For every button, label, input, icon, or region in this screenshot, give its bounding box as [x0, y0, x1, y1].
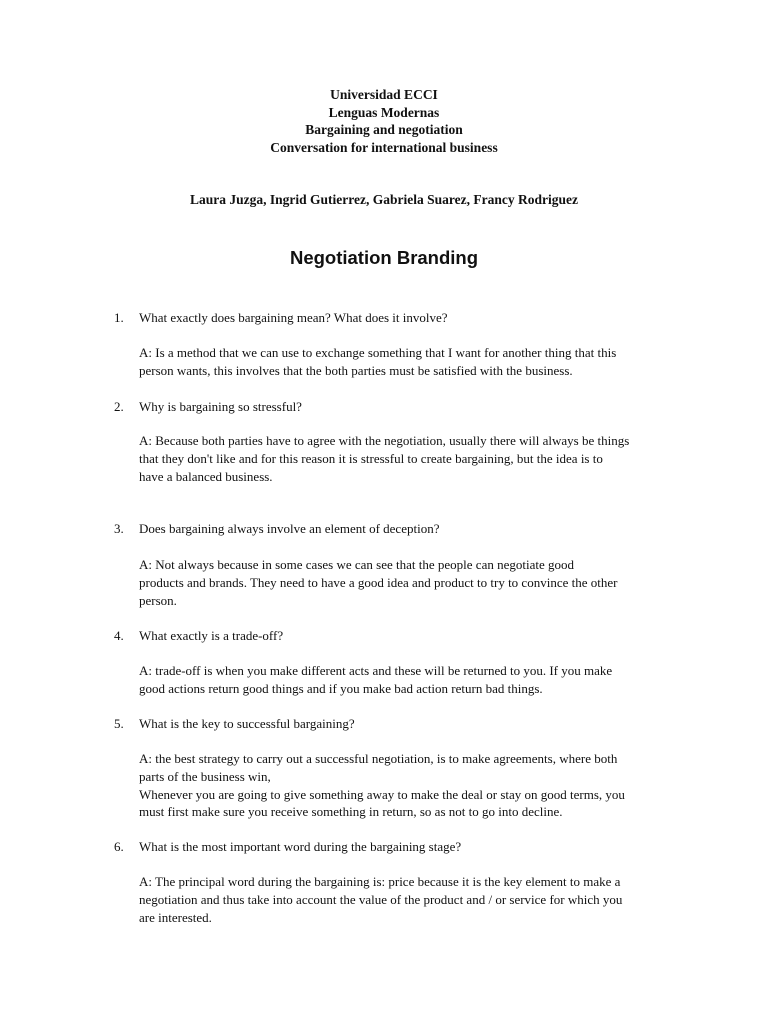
- answer-text: A: Is a method that we can use to exchange something that I want for another thing that this person wants, this involves that the both parties must be satisfied with the business.: [139, 345, 617, 378]
- answer-text: A: Because both parties have to agree with the negotiation, usually there will always be things that they don't like and for this reason it is stressful to create bargaining, but the idea is to have a balanced business.: [139, 433, 630, 484]
- department-name: Lenguas Modernas: [328, 104, 440, 120]
- question-number: 2.: [114, 399, 124, 414]
- question-text: What is the key to successful bargaining?: [139, 716, 355, 731]
- question-text: Does bargaining always involve an element of deception?: [139, 521, 440, 536]
- university-name: Universidad ECCI: [330, 87, 438, 102]
- question-number: 1.: [114, 310, 124, 325]
- question-number: 5.: [114, 716, 124, 731]
- document-title: Negotiation Branding: [289, 247, 479, 268]
- answer-text: A: The principal word during the bargaining is: price because it is the key element to make a negotiation and thus take into account the value of the product and / or service for which you are interested.: [139, 874, 623, 925]
- question-text: What exactly does bargaining mean? What does it involve?: [139, 310, 448, 325]
- course-name: Bargaining and negotiation: [305, 122, 463, 137]
- authors-line: Laura Juzga, Ingrid Gutierrez, Gabriela Suarez, Francy Rodriguez: [190, 192, 578, 207]
- answer-text: A: the best strategy to carry out a successful negotiation, is to make agreements, where both parts of the business win, Whenever you are going to give something away to make the deal or stay on good terms, you must first make sure you receive something in return, so as not to go into decline.: [139, 751, 625, 820]
- question-number: 3.: [114, 521, 124, 536]
- answer-text: A: Not always because in some cases we can see that the people can negotiate good products and brands. They need to have a good idea and product to try to convince the other person.: [139, 557, 618, 608]
- question-number: 4.: [114, 628, 124, 643]
- question-text: What is the most important word during the bargaining stage?: [139, 839, 462, 854]
- question-number: 6.: [114, 839, 124, 854]
- answer-text: A: trade-off is when you make different acts and these will be returned to you. If you make good actions return good things and if you make bad action return bad things.: [139, 663, 613, 696]
- question-text: What exactly is a trade-off?: [139, 628, 284, 643]
- question-text: Why is bargaining so stressful?: [139, 399, 302, 414]
- course-subtitle: Conversation for international business: [270, 139, 498, 155]
